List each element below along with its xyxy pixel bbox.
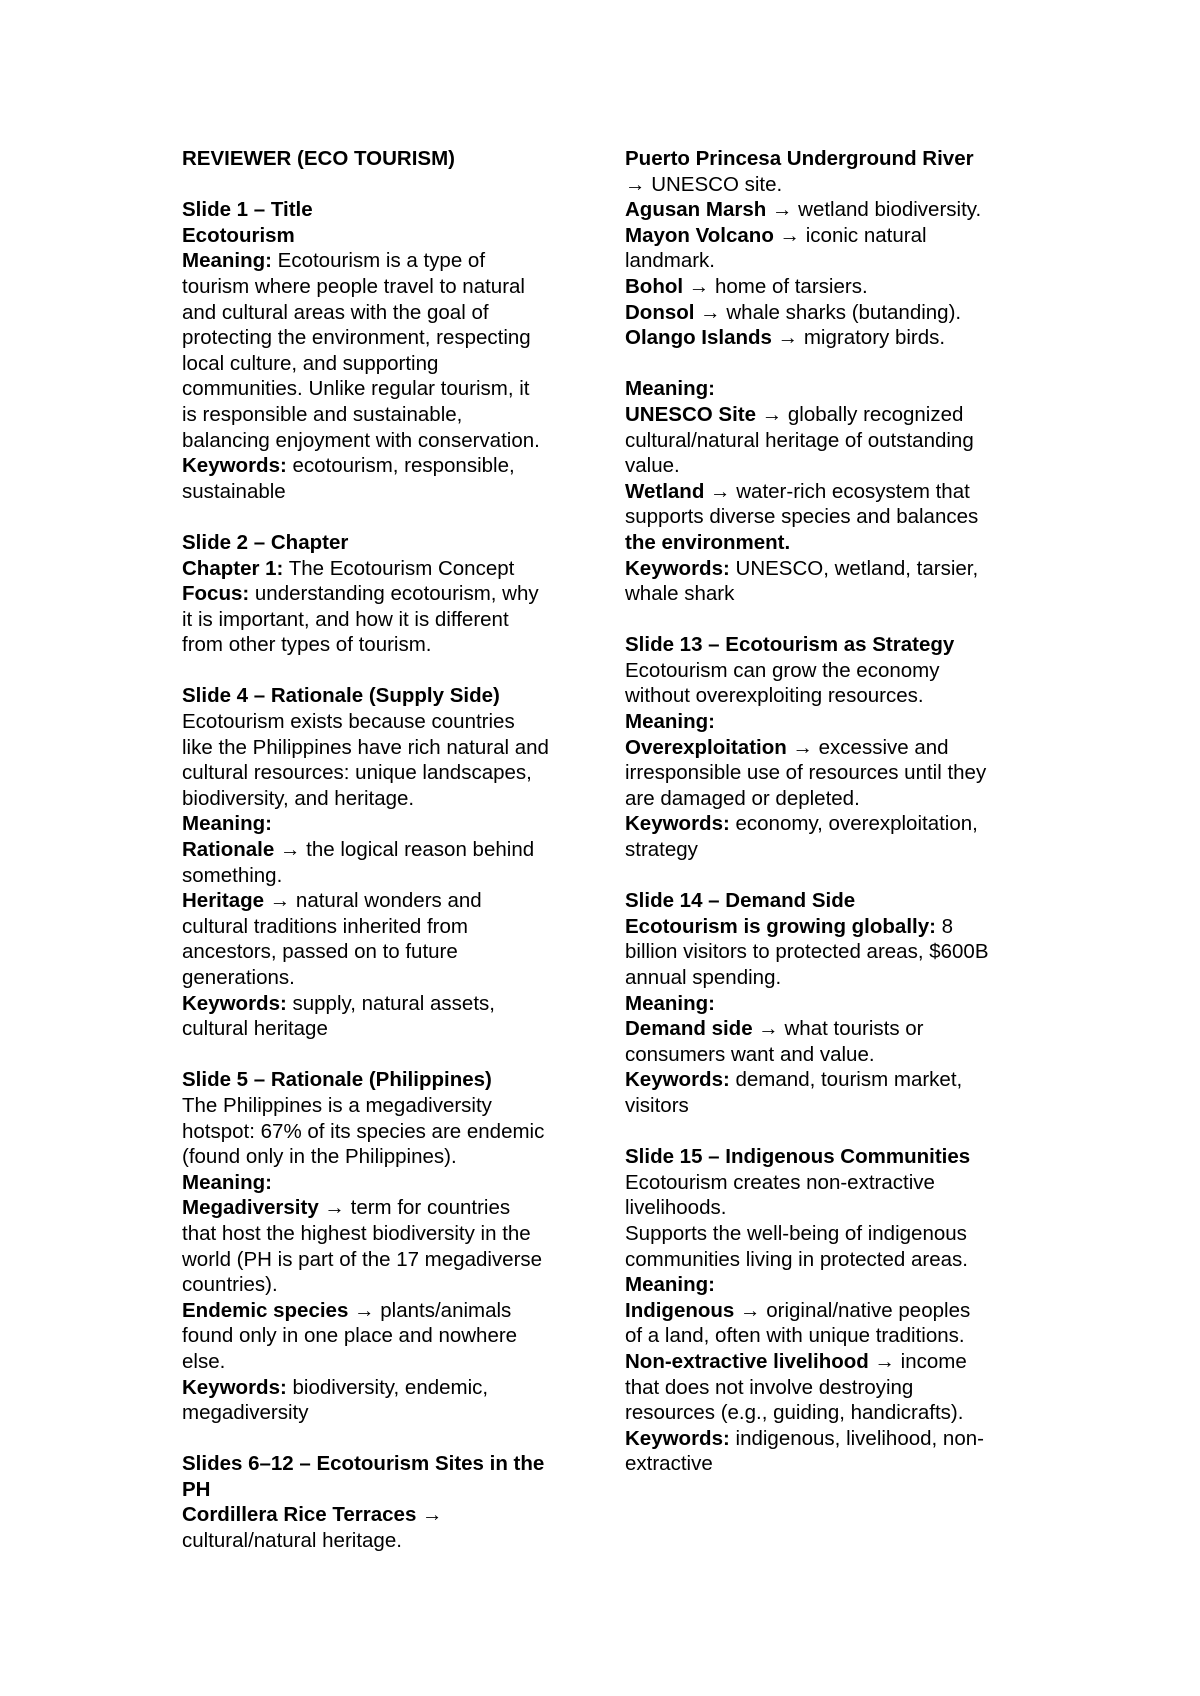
- text-line: [182, 274, 592, 300]
- body-text: landmark.: [625, 249, 716, 273]
- body-text: sustainable: [182, 479, 286, 503]
- text-line: [625, 1170, 1035, 1196]
- bold-text: Focus:: [182, 582, 250, 606]
- text-line: [625, 248, 1035, 274]
- bold-text: UNESCO Site: [625, 402, 756, 426]
- bold-text: Heritage: [182, 889, 265, 913]
- bold-text: Mayon Volcano: [625, 223, 774, 247]
- bold-text: Olango Islands: [625, 326, 772, 350]
- text-line: [182, 811, 592, 837]
- body-text: → migratory birds.: [771, 326, 946, 350]
- text-line: [625, 837, 1035, 863]
- text-line: [625, 479, 1035, 505]
- bold-text: Meaning:: [182, 812, 272, 836]
- bold-text: REVIEWER (ECO TOURISM): [182, 147, 455, 170]
- bold-text: PH: [182, 1477, 211, 1501]
- body-text: without overexploiting resources.: [625, 684, 924, 708]
- body-text: The Philippines is a megadiversity: [182, 1093, 492, 1117]
- text-line: [625, 760, 1035, 786]
- blank-line: [182, 1426, 592, 1452]
- body-text: The Ecotourism Concept: [283, 556, 515, 580]
- text-line: [625, 991, 1035, 1017]
- body-text: (found only in the Philippines).: [182, 1145, 457, 1169]
- text-line: [625, 172, 1035, 198]
- bold-text: Slide 15 – Indigenous Communities: [625, 1145, 971, 1169]
- body-text: supports diverse species and balances: [625, 505, 979, 529]
- body-text: ecotourism, responsible,: [286, 454, 515, 478]
- body-text: UNESCO, wetland, tarsier,: [729, 556, 979, 580]
- text-line: [625, 1093, 1035, 1119]
- text-line: [625, 1272, 1035, 1298]
- body-text: of a land, often with unique traditions.: [625, 1324, 965, 1348]
- text-line: [625, 939, 1035, 965]
- body-text: ancestors, passed on to future: [182, 940, 458, 964]
- bold-text: Slide 4 – Rationale (Supply Side): [182, 684, 500, 708]
- body-text: that host the highest biodiversity in the: [182, 1221, 531, 1245]
- body-text: → original/native peoples: [734, 1298, 971, 1322]
- body-text: communities living in protected areas.: [625, 1247, 968, 1271]
- body-text: visitors: [625, 1093, 689, 1117]
- bold-text: Meaning:: [625, 710, 715, 734]
- text-line: [625, 402, 1035, 428]
- body-text: indigenous, livelihood, non-: [729, 1426, 984, 1450]
- left-column: [182, 146, 592, 1554]
- text-line: [182, 760, 592, 786]
- body-text: 8: [935, 914, 954, 938]
- body-text: resources (e.g., guiding, handicrafts).: [625, 1401, 964, 1425]
- text-line: [182, 428, 592, 454]
- body-text: → the logical reason behind: [274, 838, 535, 862]
- text-line: [182, 1451, 592, 1477]
- text-line: [182, 1323, 592, 1349]
- bold-text: Rationale: [182, 838, 275, 862]
- bold-text: Meaning:: [625, 377, 715, 401]
- bold-text: Chapter 1:: [182, 556, 284, 580]
- text-line: [182, 735, 592, 761]
- body-text: world (PH is part of the 17 megadiverse: [182, 1247, 543, 1271]
- bold-text: Overexploitation: [625, 735, 787, 759]
- body-text: → home of tarsiers.: [683, 274, 868, 298]
- text-line: [625, 709, 1035, 735]
- text-line: [625, 504, 1035, 530]
- bold-text: Wetland: [625, 479, 705, 503]
- text-line: [625, 1195, 1035, 1221]
- text-line: [182, 223, 592, 249]
- bold-text: Demand side: [625, 1017, 753, 1041]
- body-text: understanding ecotourism, why: [249, 582, 539, 606]
- text-line: [182, 1502, 592, 1528]
- text-line: [625, 632, 1035, 658]
- body-text: annual spending.: [625, 966, 782, 989]
- body-text: → natural wonders and: [264, 889, 482, 913]
- text-line: [182, 837, 592, 863]
- bold-text: Bohol: [625, 274, 684, 298]
- body-text: cultural traditions inherited from: [182, 914, 468, 938]
- body-text: → income: [868, 1349, 967, 1373]
- body-text: → water-rich ecosystem that: [704, 479, 970, 503]
- body-text: biodiversity, and heritage.: [182, 786, 415, 810]
- bold-text: Slide 5 – Rationale (Philippines): [182, 1068, 492, 1092]
- text-line: [182, 479, 592, 505]
- text-line: [182, 1016, 592, 1042]
- text-line: [182, 1477, 592, 1503]
- blank-line: [625, 607, 1035, 633]
- text-line: [625, 223, 1035, 249]
- body-text: strategy: [625, 838, 698, 862]
- text-line: [182, 197, 592, 223]
- bold-text: Meaning:: [625, 991, 715, 1015]
- text-line: [182, 146, 592, 172]
- text-line: [182, 1528, 592, 1554]
- text-line: [182, 1272, 592, 1298]
- body-text: consumers want and value.: [625, 1042, 875, 1066]
- text-line: [182, 1298, 592, 1324]
- right-column: [625, 146, 1035, 1477]
- text-line: [625, 1016, 1035, 1042]
- text-line: [182, 786, 592, 812]
- text-line: [182, 1221, 592, 1247]
- text-line: [182, 556, 592, 582]
- blank-line: [182, 658, 592, 684]
- body-text: whale shark: [625, 582, 735, 606]
- bold-text: Indigenous: [625, 1298, 735, 1322]
- text-line: [182, 1375, 592, 1401]
- body-text: Ecotourism is a type of: [271, 249, 486, 273]
- text-line: [182, 1170, 592, 1196]
- text-line: [625, 1400, 1035, 1426]
- text-line: [182, 248, 592, 274]
- bold-text: Non-extractive livelihood: [625, 1349, 869, 1373]
- bold-text: Keywords:: [625, 1068, 730, 1092]
- text-line: [625, 453, 1035, 479]
- text-line: [625, 1349, 1035, 1375]
- text-line: [625, 1323, 1035, 1349]
- text-line: [625, 1298, 1035, 1324]
- text-line: [182, 1247, 592, 1273]
- bold-text: Slide 2 – Chapter: [182, 530, 349, 554]
- text-line: [625, 888, 1035, 914]
- body-text: → excessive and: [786, 735, 949, 759]
- text-line: [625, 581, 1035, 607]
- text-line: [625, 1144, 1035, 1170]
- body-text: Ecotourism exists because countries: [182, 710, 515, 734]
- body-text: protecting the environment, respecting: [182, 326, 531, 350]
- text-line: [182, 607, 592, 633]
- body-text: supply, natural assets,: [286, 991, 495, 1015]
- body-text: extractive: [625, 1452, 713, 1476]
- body-text: cultural/natural heritage.: [182, 1529, 402, 1553]
- body-text: → globally recognized: [756, 402, 964, 426]
- text-line: [625, 325, 1035, 351]
- text-line: [182, 530, 592, 556]
- body-text: local culture, and supporting: [182, 351, 439, 375]
- text-line: [182, 1400, 592, 1426]
- text-line: [182, 1067, 592, 1093]
- text-line: [182, 709, 592, 735]
- body-text: balancing enjoyment with conservation.: [182, 428, 540, 452]
- body-text: else.: [182, 1349, 226, 1373]
- body-text: hotspot: 67% of its species are endemic: [182, 1119, 545, 1143]
- bold-text: Keywords:: [182, 991, 287, 1015]
- text-line: [182, 863, 592, 889]
- bold-text: Slide 14 – Demand Side: [625, 889, 856, 913]
- bold-text: Puerto Princesa Underground River: [625, 147, 974, 170]
- bold-text: Ecotourism is growing globally:: [625, 914, 936, 938]
- body-text: megadiversity: [182, 1401, 309, 1425]
- text-line: [625, 683, 1035, 709]
- bold-text: Slide 1 – Title: [182, 198, 313, 222]
- bold-text: Keywords:: [625, 1426, 730, 1450]
- text-line: [182, 914, 592, 940]
- text-line: [182, 965, 592, 991]
- body-text: cultural heritage: [182, 1017, 328, 1041]
- text-line: [625, 1067, 1035, 1093]
- text-line: [625, 735, 1035, 761]
- text-line: [625, 1221, 1035, 1247]
- text-line: [182, 991, 592, 1017]
- text-line: [625, 811, 1035, 837]
- body-text: is responsible and sustainable,: [182, 402, 463, 426]
- text-line: [182, 939, 592, 965]
- body-text: biodiversity, endemic,: [286, 1375, 489, 1399]
- text-line: [625, 197, 1035, 223]
- body-text: from other types of tourism.: [182, 633, 432, 657]
- body-text: Ecotourism can grow the economy: [625, 658, 940, 682]
- body-text: and cultural areas with the goal of: [182, 300, 489, 324]
- text-line: [182, 888, 592, 914]
- text-line: [625, 658, 1035, 684]
- bold-text: Endemic species: [182, 1298, 349, 1322]
- body-text: → wetland biodiversity.: [766, 198, 982, 222]
- text-line: [625, 376, 1035, 402]
- text-line: [625, 274, 1035, 300]
- bold-text: Slide 13 – Ecotourism as Strategy: [625, 633, 955, 657]
- bold-text: Meaning:: [182, 249, 272, 273]
- bold-text: Agusan Marsh: [625, 198, 767, 222]
- body-text: something.: [182, 863, 283, 887]
- body-text: that does not involve destroying: [625, 1375, 914, 1399]
- bold-text: Meaning:: [625, 1273, 715, 1297]
- text-line: [625, 428, 1035, 454]
- text-line: [625, 1426, 1035, 1452]
- body-text: value.: [625, 454, 680, 478]
- text-line: [182, 453, 592, 479]
- body-text: tourism where people travel to natural: [182, 274, 525, 298]
- text-line: [182, 1349, 592, 1375]
- body-text: → whale sharks (butanding).: [694, 300, 962, 324]
- body-text: → iconic natural: [773, 223, 927, 247]
- body-text: like the Philippines have rich natural and: [182, 735, 549, 759]
- blank-line: [625, 351, 1035, 377]
- text-line: [182, 325, 592, 351]
- text-line: [625, 146, 1035, 172]
- body-text: generations.: [182, 966, 295, 989]
- text-line: [625, 1375, 1035, 1401]
- text-line: [182, 1195, 592, 1221]
- body-text: cultural/natural heritage of outstanding: [625, 428, 974, 452]
- text-line: [625, 530, 1035, 556]
- bold-text: Meaning:: [182, 1170, 272, 1194]
- text-line: [625, 300, 1035, 326]
- bold-text: Slides 6–12 – Ecotourism Sites in the: [182, 1452, 545, 1476]
- text-line: [625, 914, 1035, 940]
- text-line: [182, 376, 592, 402]
- blank-line: [182, 172, 592, 198]
- body-text: cultural resources: unique landscapes,: [182, 761, 532, 785]
- body-text: countries).: [182, 1273, 278, 1297]
- text-line: [625, 1451, 1035, 1477]
- body-text: it is important, and how it is different: [182, 607, 509, 631]
- text-line: [182, 1119, 592, 1145]
- text-line: [182, 683, 592, 709]
- body-text: billion visitors to protected areas, $600B: [625, 940, 989, 964]
- text-line: [625, 1042, 1035, 1068]
- body-text: Ecotourism creates non-extractive: [625, 1170, 935, 1194]
- bold-text: Keywords:: [182, 454, 287, 478]
- text-line: [182, 351, 592, 377]
- text-line: [182, 1144, 592, 1170]
- body-text: Supports the well-being of indigenous: [625, 1221, 967, 1245]
- bold-text: Ecotourism: [182, 223, 295, 247]
- body-text: communities. Unlike regular tourism, it: [182, 377, 530, 401]
- text-line: [182, 300, 592, 326]
- text-line: [625, 965, 1035, 991]
- body-text: demand, tourism market,: [729, 1068, 963, 1092]
- bold-text: Donsol: [625, 300, 695, 324]
- text-line: [182, 402, 592, 428]
- body-text: → term for countries: [318, 1196, 511, 1220]
- bold-text: Keywords:: [182, 1375, 287, 1399]
- body-text: → UNESCO site.: [625, 172, 783, 196]
- body-text: livelihoods.: [625, 1196, 727, 1220]
- body-text: economy, overexploitation,: [729, 812, 978, 836]
- blank-line: [182, 1042, 592, 1068]
- blank-line: [182, 504, 592, 530]
- text-line: [625, 1247, 1035, 1273]
- body-text: → plants/animals: [348, 1298, 512, 1322]
- text-line: [182, 632, 592, 658]
- body-text: irresponsible use of resources until they: [625, 761, 987, 785]
- bold-text: Keywords:: [625, 556, 730, 580]
- text-line: [182, 581, 592, 607]
- text-line: [625, 786, 1035, 812]
- bold-text: Keywords:: [625, 812, 730, 836]
- blank-line: [625, 863, 1035, 889]
- body-text: → what tourists or: [752, 1017, 924, 1041]
- body-text: are damaged or depleted.: [625, 786, 860, 810]
- blank-line: [625, 1119, 1035, 1145]
- bold-text: Cordillera Rice Terraces →: [182, 1503, 443, 1527]
- text-line: [625, 556, 1035, 582]
- bold-text: the environment.: [625, 530, 791, 554]
- body-text: found only in one place and nowhere: [182, 1324, 518, 1348]
- bold-text: Megadiversity: [182, 1196, 319, 1220]
- text-line: [182, 1093, 592, 1119]
